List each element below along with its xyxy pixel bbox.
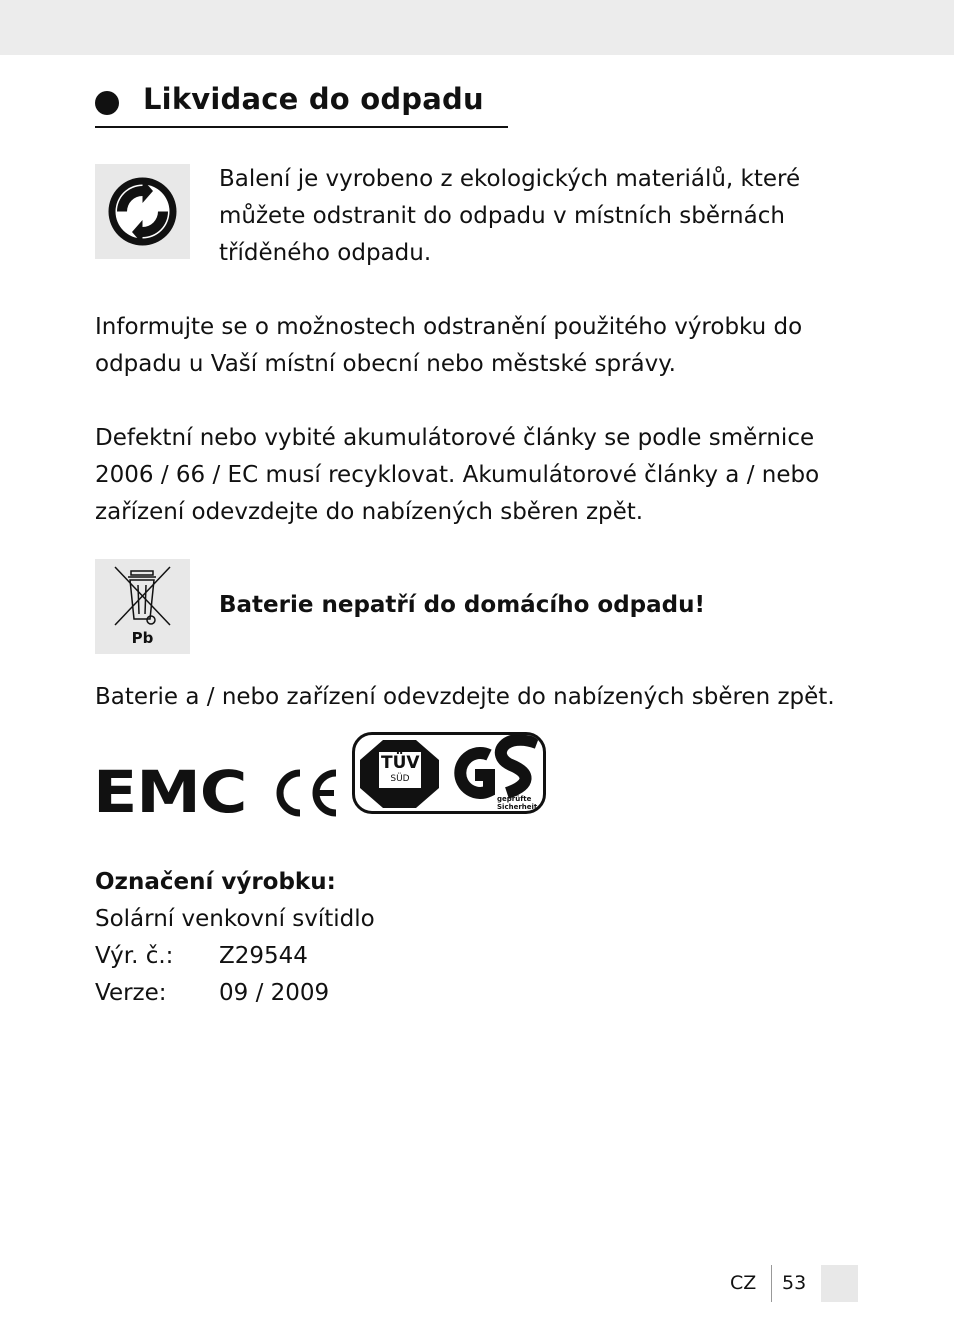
info-line: Informujte se o možnostech odstranění použitého výrobku do: [95, 314, 803, 340]
return-note: Baterie a / nebo zařízení odevzdejte do nabízených sběren zpět.: [95, 684, 835, 710]
section-heading: [95, 82, 508, 128]
product-name: Solární venkovní svítidlo: [95, 906, 375, 932]
section-title: Likvidace do odpadu: [143, 82, 484, 116]
battery-line: zařízení odevzdejte do nabízených sběren zpět.: [95, 499, 644, 525]
tuv-label: TÜV: [381, 753, 420, 773]
page-number: 53: [782, 1272, 807, 1294]
battery-warning-text: Baterie nepatří do domácího odpadu!: [219, 592, 705, 618]
recycling-line: Balení je vyrobeno z ekologických materiálů, které: [219, 166, 801, 192]
bullet-icon: [95, 91, 119, 115]
sud-label: SÜD: [390, 774, 410, 784]
recycling-symbol-icon: [95, 164, 190, 259]
crossed-bin-icon: [95, 559, 190, 654]
info-paragraph: [95, 309, 802, 383]
gs-text-line2: Sicherheit: [497, 803, 538, 811]
product-heading: Označení výrobku:: [95, 869, 336, 895]
tuv-gs-mark: [352, 732, 546, 814]
info-line: odpadu u Vaší místní obecní nebo městské správy.: [95, 351, 676, 377]
tuv-octagon-icon: [357, 738, 442, 810]
language-code: CZ: [730, 1272, 757, 1294]
battery-paragraph: [95, 420, 819, 531]
gs-text-line1: geprüfte: [497, 795, 532, 803]
item-number-value: Z29544: [219, 943, 308, 969]
page-top-band: [0, 0, 954, 55]
pb-label: Pb: [131, 629, 154, 647]
recycling-text: [219, 161, 800, 272]
ce-mark-icon: [270, 769, 340, 821]
version-value: 09 / 2009: [219, 980, 330, 1006]
recycling-line: tříděného odpadu.: [219, 240, 432, 266]
battery-line: 2006 / 66 / EC musí recyklovat. Akumulátorové články a / nebo: [95, 462, 820, 488]
emc-logo: EMC: [93, 758, 247, 826]
recycling-line: můžete odstranit do odpadu v místních sběrnách: [219, 203, 785, 229]
version-label: Verze:: [95, 980, 167, 1006]
footer-divider: [771, 1265, 772, 1302]
gs-symbol-icon: [445, 735, 545, 813]
page-tab: [821, 1265, 858, 1302]
battery-line: Defektní nebo vybité akumulátorové články se podle směrnice: [95, 425, 815, 451]
item-number-label: Výr. č.:: [95, 943, 174, 969]
